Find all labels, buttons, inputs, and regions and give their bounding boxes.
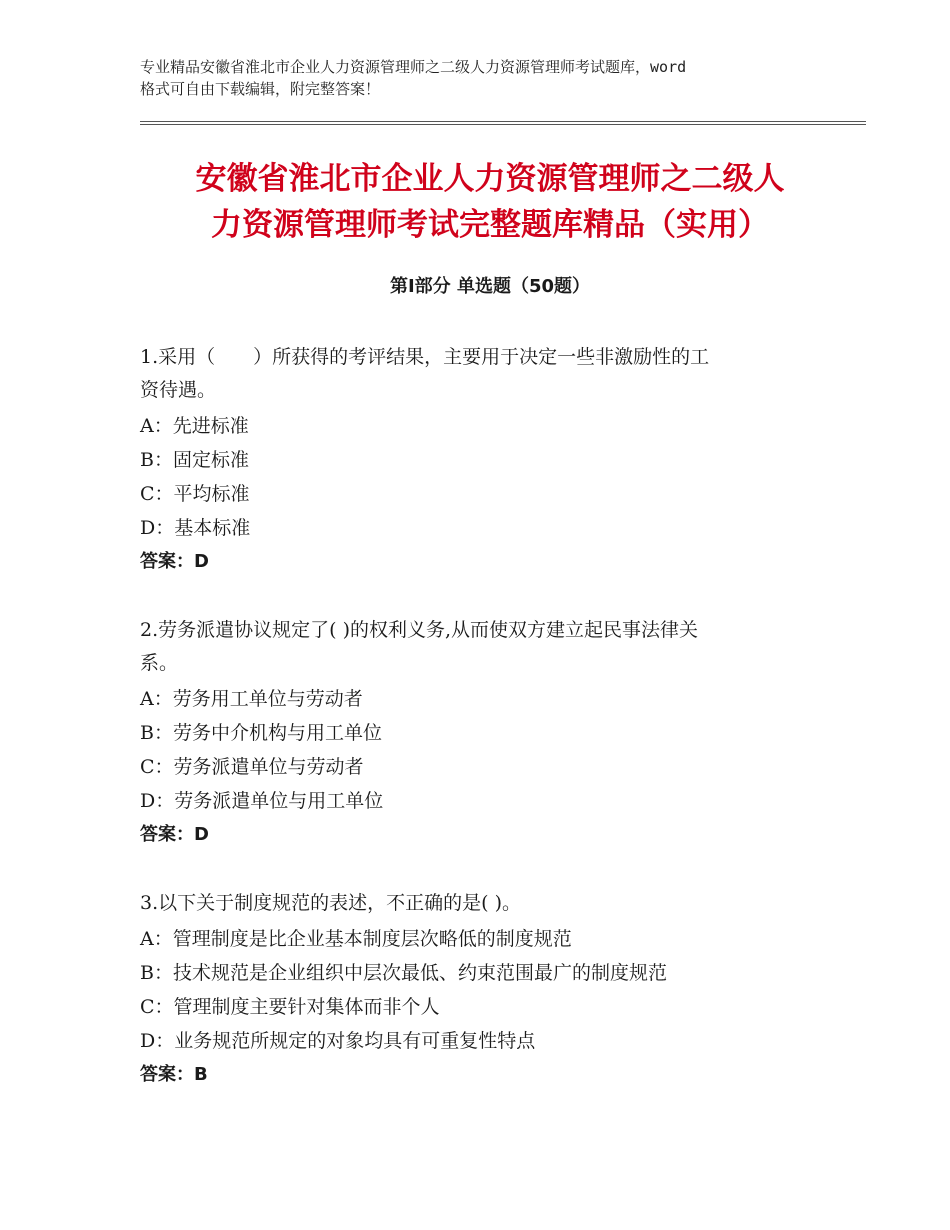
option-c: C：劳务派遣单位与劳动者 bbox=[140, 756, 364, 778]
option-b: B：固定标准 bbox=[140, 449, 249, 471]
option-b: B：技术规范是企业组织中层次最低、约束范围最广的制度规范 bbox=[140, 962, 667, 984]
option-a: A：劳务用工单位与劳动者 bbox=[140, 688, 363, 710]
question-stem bbox=[140, 887, 840, 920]
question-stem-line: 2.劳务派遣协议规定了( )的权利义务,从而使双方建立起民事法律关 bbox=[140, 619, 699, 641]
option-d: D：业务规范所规定的对象均具有可重复性特点 bbox=[140, 1030, 536, 1052]
document-title bbox=[140, 156, 840, 248]
answer: 答案：D bbox=[140, 824, 209, 845]
option-a: A：先进标准 bbox=[140, 415, 249, 437]
section-heading: 第Ⅰ部分 单选题（50题） bbox=[389, 276, 590, 297]
question-3 bbox=[140, 887, 840, 1092]
header-divider-bottom bbox=[140, 124, 866, 125]
option-d: D：基本标准 bbox=[140, 517, 251, 539]
question-stem-line: 1.采用（ ）所获得的考评结果，主要用于决定一些非激励性的工 bbox=[140, 346, 710, 368]
document-title-line-1: 安徽省淮北市企业人力资源管理师之二级人 bbox=[195, 161, 785, 197]
document-title-line-2: 力资源管理师考试完整题库精品（实用） bbox=[211, 207, 769, 243]
question-stem bbox=[140, 614, 840, 680]
question-stem-line: 系。 bbox=[140, 652, 179, 674]
option-c: C：管理制度主要针对集体而非个人 bbox=[140, 996, 440, 1018]
header-note bbox=[140, 56, 830, 100]
option-b: B：劳务中介机构与用工单位 bbox=[140, 722, 382, 744]
question-stem bbox=[140, 341, 840, 407]
question-1 bbox=[140, 341, 840, 579]
header-note-line-1: 专业精品安徽省淮北市企业人力资源管理师之二级人力资源管理师考试题库，word bbox=[140, 58, 687, 76]
question-stem-line: 3.以下关于制度规范的表述，不正确的是( )。 bbox=[140, 892, 521, 914]
answer: 答案：B bbox=[140, 1064, 208, 1085]
option-a: A：管理制度是比企业基本制度层次略低的制度规范 bbox=[140, 928, 572, 950]
answer: 答案：D bbox=[140, 551, 209, 572]
option-d: D：劳务派遣单位与用工单位 bbox=[140, 790, 384, 812]
header-divider-top bbox=[140, 121, 866, 122]
option-c: C：平均标准 bbox=[140, 483, 250, 505]
header-note-line-2: 格式可自由下载编辑，附完整答案！ bbox=[140, 80, 381, 98]
question-2 bbox=[140, 614, 840, 852]
question-stem-line: 资待遇。 bbox=[140, 379, 217, 401]
